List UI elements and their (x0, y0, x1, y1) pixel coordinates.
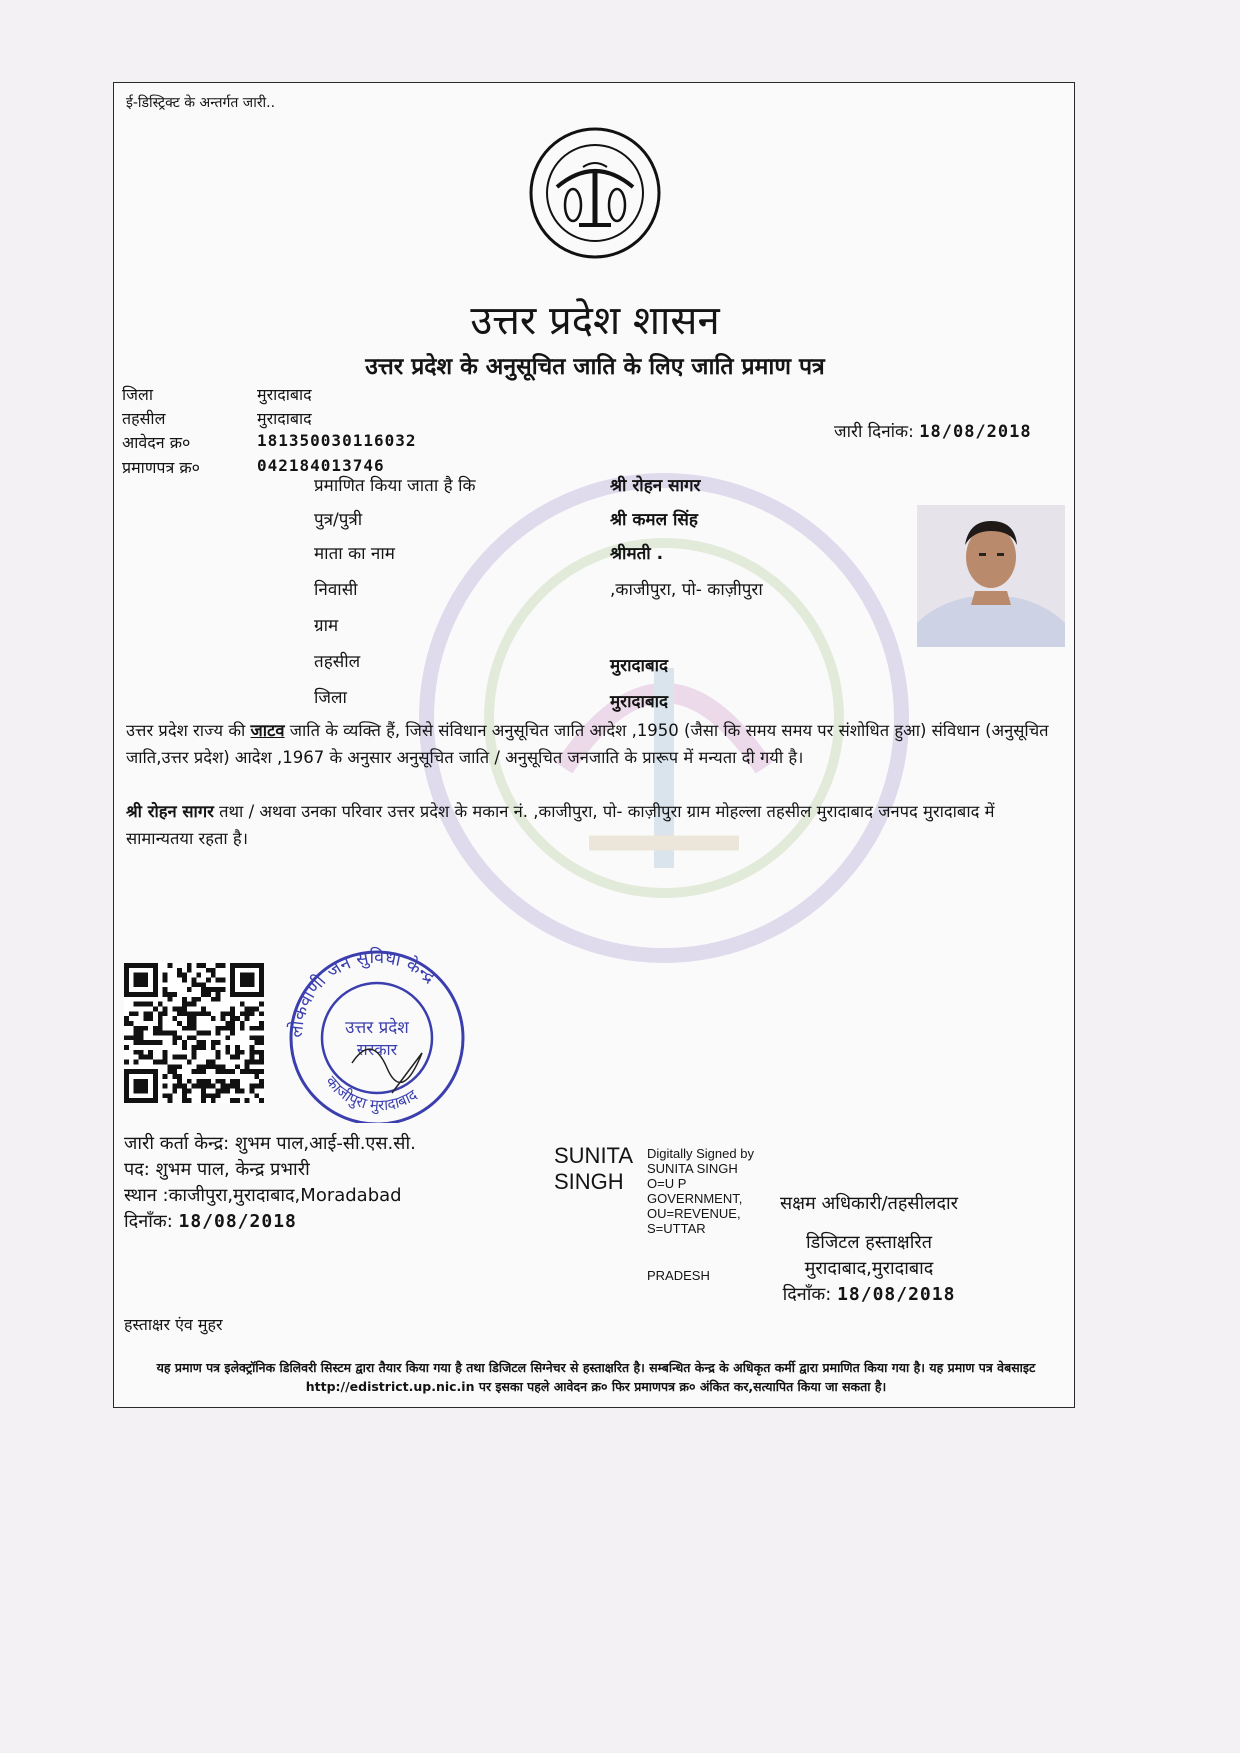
certificate-number: 042184013746 (257, 456, 385, 475)
authority-date-label: दिनाँक: (782, 1284, 832, 1305)
dsig-name-line2: SINGH (554, 1169, 624, 1194)
issuer-place: स्थान :काजीपुरा,मुरादाबाद,Moradabad (124, 1185, 402, 1206)
header-note: ई-डिस्ट्रिक्ट के अन्तर्गत जारी.. (126, 95, 276, 111)
qr-code (124, 963, 264, 1103)
certificate-frame (113, 82, 1075, 1408)
issuer-date-value: 18/08/2018 (178, 1211, 297, 1232)
issuer-date (124, 1209, 297, 1233)
caste-declaration (126, 717, 1066, 771)
field-label: ग्राम (314, 616, 339, 636)
digital-signature-name (554, 1143, 634, 1195)
issuer-post: पद: शुभम पाल, केन्द्र प्रभारी (124, 1159, 310, 1180)
meta-label: आवेदन क्र० (122, 433, 191, 452)
issue-date-value: 18/08/2018 (919, 422, 1032, 442)
field-label: तहसील (314, 652, 361, 672)
up-government-emblem-icon (527, 125, 663, 261)
footer-note: यह प्रमाण पत्र इलेक्ट्रॉनिक डिलिवरी सिस्टम द्वारा तैयार किया गया है तथा डिजिटल सिग्नेचर से हस्ताक्षरित है। सम्बन्धित केन्द्र के अधिकृत कर्मी द्वारा प्रमाणित किया गया है। यह प्रमाण पत्र वेबसाइट http://edistrict.up.nic.in पर इसका पहले आवेदन क्र० फिर प्रमाणपत्र क्र० अंकित कर,सत्यापित किया जा सकता है। (156, 1360, 1036, 1394)
father-name: श्री कमल सिंह (610, 510, 698, 530)
meta-value: मुरादाबाद (257, 409, 312, 428)
stamp-center-line2: सरकार (356, 1040, 398, 1059)
certificate-subtitle: उत्तर प्रदेश के अनुसूचित जाति के लिए जाति प्रमाण पत्र (365, 354, 825, 380)
seal-stamp (272, 943, 482, 1123)
issue-date (834, 419, 1032, 442)
applicant-photo (917, 505, 1065, 647)
authority-title: सक्षम अधिकारी/तहसीलदार (779, 1193, 959, 1214)
stamp-ring-text: लोकवाणी जन सुविधा केन्द्र (285, 946, 440, 1039)
para-text: जाति के व्यक्ति हैं, जिसे संविधान अनुसूचित जाति आदेश ,1950 (जैसा कि समय समय पर संशोधित हुआ) संविधान (अनुसूचित जाति,उत्तर प्रदेश) आदेश ,1967 के अनुसार अनुसूचित जाति / अनुसूचित जनजाति के प्रारूप में मन्यता दी गयी है। (126, 721, 1049, 767)
holder-name-inline: श्री रोहन सागर (126, 802, 214, 821)
field-label: प्रमाणित किया जाता है कि (314, 476, 476, 496)
stamp-bottom-text: काजीपुरा मुरादाबाद (322, 1072, 421, 1115)
field-label: माता का नाम (314, 544, 395, 564)
application-number: 181350030116032 (257, 431, 417, 450)
mother-name: श्रीमती . (610, 544, 664, 564)
residence: ,काजीपुरा, पो- काज़ीपुरा (610, 580, 763, 600)
holder-name: श्री रोहन सागर (610, 476, 701, 496)
authority-date-value: 18/08/2018 (837, 1284, 956, 1305)
meta-value: मुरादाबाद (257, 385, 312, 404)
issuer-date-label: दिनाँक: (124, 1211, 173, 1232)
dsig-name-line1: SUNITA (554, 1143, 634, 1168)
signature-and-seal-label: हस्ताक्षर एंव मुहर (124, 1315, 223, 1334)
digital-signature-details-last: PRADESH (647, 1268, 710, 1283)
para-text: तथा / अथवा उनका परिवार उत्तर प्रदेश के मकान नं. ,काजीपुरा, पो- काज़ीपुरा ग्राम मोहल्ला तहसील मुरादाबाद जनपद मुरादाबाद में सामान्यतया रहता है। (126, 802, 995, 848)
authority-signed: डिजिटल हस्ताक्षरित (806, 1232, 932, 1253)
field-label: जिला (314, 688, 347, 708)
authority-date (734, 1282, 1004, 1306)
tehsil: मुरादाबाद (610, 656, 669, 676)
meta-label: तहसील (122, 409, 166, 428)
field-label: पुत्र/पुत्री (314, 510, 363, 530)
meta-label: प्रमाणपत्र क्र० (122, 458, 200, 477)
digital-signature-details: Digitally Signed by SUNITA SINGH O=U P GOVERNMENT, OU=REVENUE, S=UTTAR (647, 1146, 754, 1236)
caste-name: जाटव (250, 721, 285, 740)
page-title: उत्तर प्रदेश शासन (470, 298, 720, 344)
meta-label: जिला (122, 385, 154, 404)
authority-place: मुरादाबाद,मुरादाबाद (804, 1258, 934, 1279)
person-photo-icon (917, 505, 1065, 647)
issuer-center: जारी कर्ता केन्द्र: शुभम पाल,आई-सी.एस.सी. (124, 1133, 416, 1154)
para-text: उत्तर प्रदेश राज्य की (126, 721, 251, 740)
residence-declaration (126, 798, 1066, 852)
district: मुरादाबाद (610, 692, 669, 712)
field-label: निवासी (314, 580, 358, 600)
stamp-center-line1: उत्तर प्रदेश (345, 1018, 409, 1038)
issue-date-label: जारी दिनांक: (834, 422, 914, 442)
